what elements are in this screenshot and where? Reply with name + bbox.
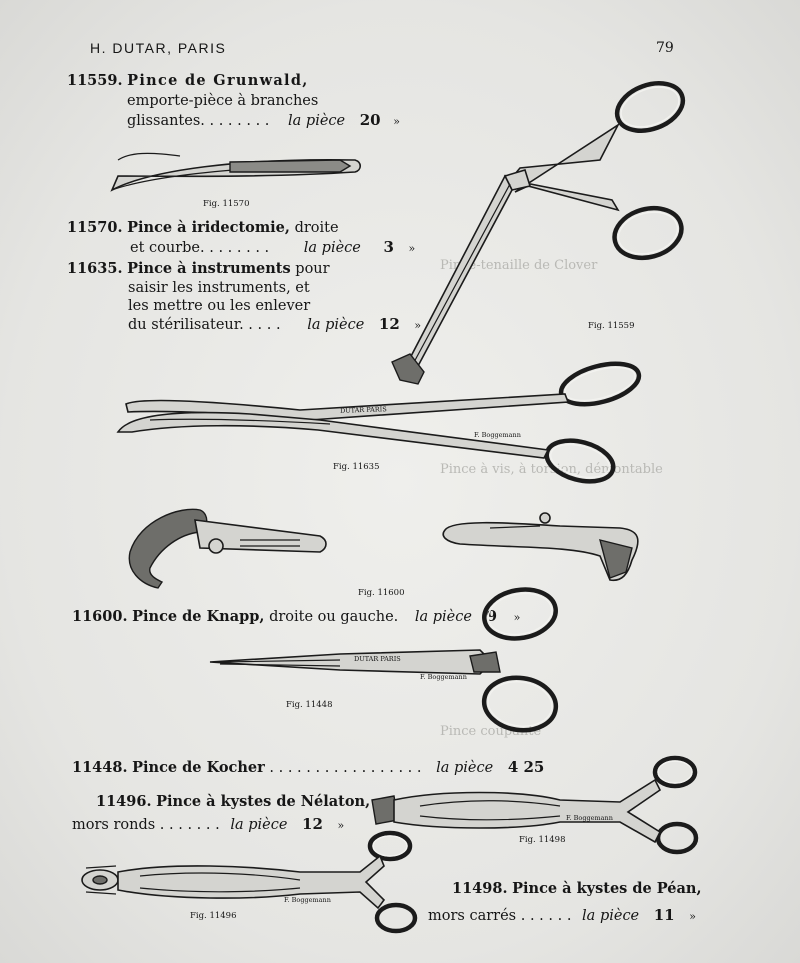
price-quote: »: [513, 611, 521, 624]
figure-caption-11559: Fig. 11559: [588, 321, 635, 331]
price-value: 9: [486, 607, 498, 625]
item-number: 11570.: [67, 219, 123, 236]
entry-11559-desc1: emporte-pièce à branches: [127, 93, 319, 109]
price-unit: la pièce: [436, 760, 494, 776]
price-quote: »: [337, 819, 345, 832]
item-title: Pince de Grunwald,: [127, 72, 309, 89]
engraved-maker-11448: F. Boggemann: [420, 673, 467, 681]
item-desc: du stérilisateur: [128, 317, 240, 333]
item-number: 11559.: [67, 72, 123, 89]
price-value: 12: [302, 815, 323, 833]
entry-11635-desc1: saisir les instruments, et: [128, 280, 310, 296]
item-desc: droite ou gauche.: [269, 609, 399, 625]
leader-dots: . . . . . . . . . . . . . . . . .: [269, 760, 422, 776]
leader-dots: . . . . . . .: [159, 817, 220, 833]
item-title: Pince à instruments: [127, 260, 291, 277]
price-value: 11: [653, 906, 675, 924]
figure-caption-11496: Fig. 11496: [190, 911, 237, 921]
price-unit: la pièce: [303, 240, 361, 256]
figure-caption-11498: Fig. 11498: [519, 835, 566, 845]
bleed-through-text-1: Pince-tenaille de Clover: [440, 258, 598, 273]
price-unit: la pièce: [582, 908, 640, 924]
illustration-instrument-forceps: [118, 356, 643, 488]
bleed-through-text-3: Pince coupante: [440, 724, 542, 739]
illustration-pean-cyst-forceps: [372, 758, 696, 852]
item-title: Pince à kystes de Péan,: [512, 880, 702, 897]
figure-caption-11570: Fig. 11570: [203, 199, 250, 209]
price-quote: »: [689, 910, 696, 923]
item-number: 11600.: [72, 608, 128, 625]
price-unit: la pièce: [288, 113, 346, 129]
item-title: Pince à iridectomie,: [127, 219, 290, 236]
price-quote: »: [393, 115, 400, 128]
item-number: 11496.: [96, 793, 152, 810]
price-value: 20: [359, 111, 381, 129]
entry-11635-desc2: les mettre ou les enlever: [128, 298, 311, 314]
bleed-through-text-2: Pince à vis, à torsion, démontable: [440, 462, 663, 477]
item-title: Pince de Kocher: [132, 759, 265, 776]
item-number: 11448.: [72, 759, 128, 776]
item-number: 11635.: [67, 260, 123, 277]
engraved-stamp-11635: DUTAR PARIS: [339, 405, 387, 415]
figure-caption-11448: Fig. 11448: [286, 700, 333, 710]
price-unit: la pièce: [307, 317, 365, 333]
leader-dots: . . . . . . . .: [200, 240, 270, 256]
running-header: H. DUTAR, PARIS: [90, 40, 227, 56]
leader-dots: . . . . . .: [520, 908, 572, 924]
illustration-iridectomy-forceps: [112, 153, 360, 190]
leader-dots: . . . . . . . .: [200, 113, 270, 129]
item-desc: et courbe: [130, 240, 201, 256]
item-desc: mors carrés: [428, 908, 517, 924]
leader-dots: . . . . .: [239, 317, 281, 333]
illustration-knapp-forceps: [129, 509, 638, 588]
figure-caption-11635: Fig. 11635: [333, 462, 380, 472]
engraved-maker-11635: F. Boggemann: [474, 431, 521, 439]
engraved-maker-11498: F. Boggemann: [566, 814, 613, 822]
illustration-grunwald-forceps: [392, 75, 689, 384]
figure-caption-11600: Fig. 11600: [358, 588, 405, 598]
price-unit: la pièce: [414, 609, 472, 625]
item-title: Pince à kystes de Nélaton,: [156, 793, 371, 810]
item-desc: pour: [295, 261, 330, 277]
engraved-maker-11496: F. Boggemann: [284, 896, 331, 904]
item-desc: mors ronds: [72, 817, 156, 833]
price-value: 3: [383, 238, 394, 256]
engraved-stamp-11448: DUTAR PARIS: [354, 655, 401, 663]
item-title: Pince de Knapp,: [132, 608, 265, 625]
price-quote: »: [414, 319, 422, 332]
page-number: 79: [656, 40, 674, 56]
item-desc: glissantes: [127, 113, 201, 129]
price-quote: »: [408, 242, 416, 255]
item-number: 11498.: [452, 880, 508, 897]
price-value: 4 25: [507, 758, 545, 776]
price-unit: la pièce: [230, 817, 288, 833]
price-value: 12: [378, 315, 400, 333]
illustration-nelaton-cyst-forceps: [82, 833, 415, 931]
item-desc: droite: [294, 220, 339, 236]
